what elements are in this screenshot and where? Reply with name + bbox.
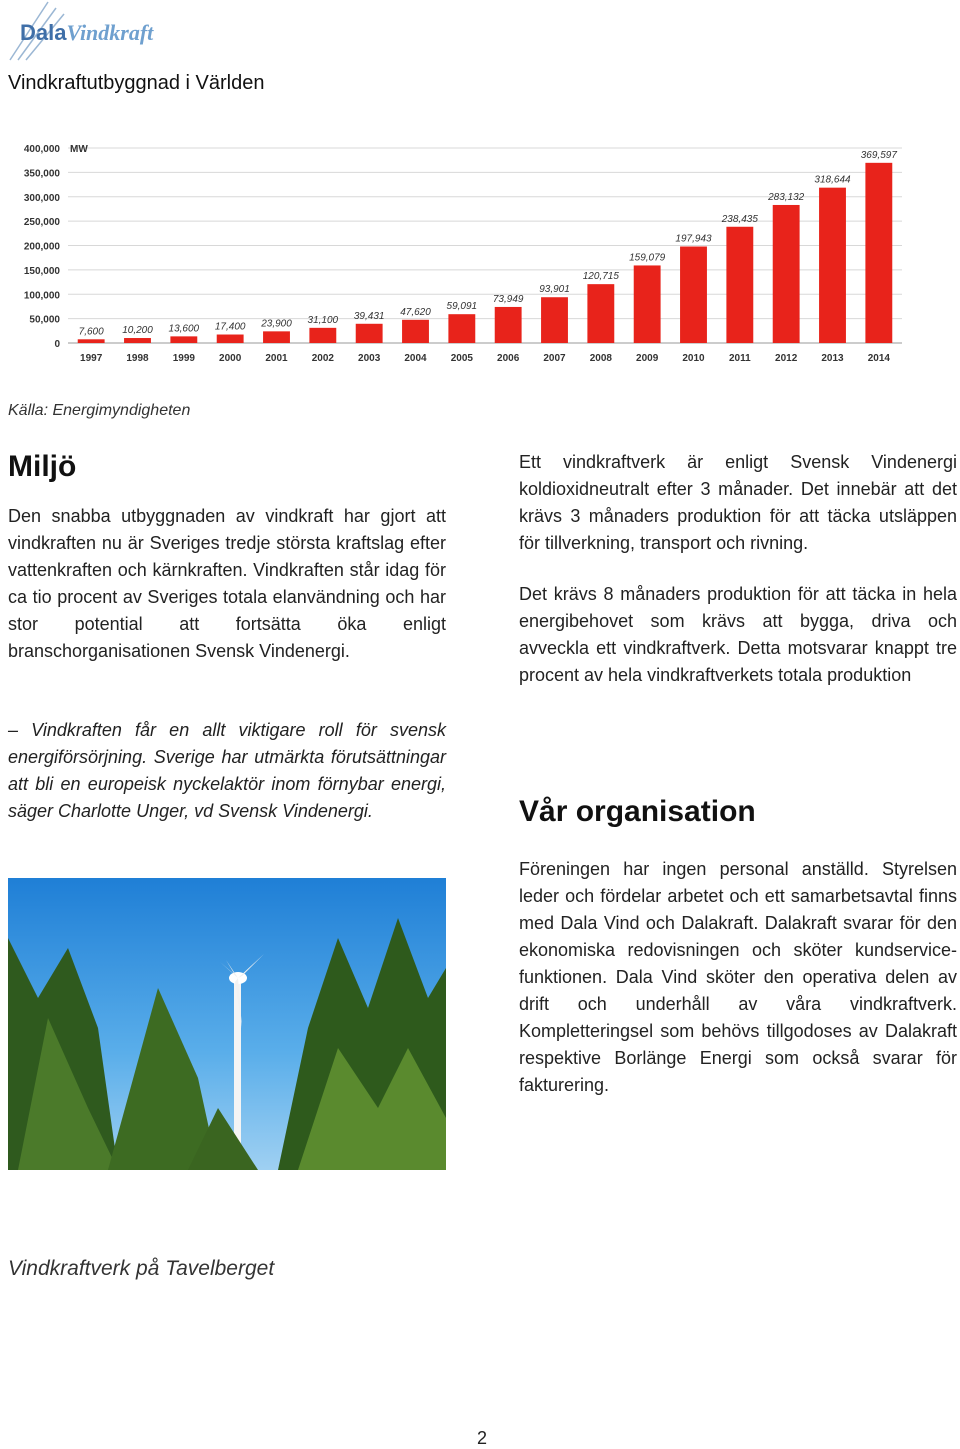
data-label: 31,100: [307, 314, 339, 326]
photo-caption: Vindkraftverk på Tavelberget: [8, 1257, 275, 1280]
bar: [356, 324, 383, 343]
paragraph-organisation: Föreningen har ingen personal anställd. Styrelsen leder och fördelar arbetet och ett samarbetsavtal finns med Dala Vind och Dalakraft. Dalakraft svarar för den ekonomiska redovisningen och sköter kundservice-funktionen. Dala Vind sköter den operativa delen av drift och underhåll av våra vindkraftverk. Kompletteringsel som behövs tillgodoses av Dalakraft respektive Borlänge Energi som också svarar för fakturering.: [519, 859, 957, 1095]
x-tick-label: 2011: [728, 353, 751, 364]
data-label: 39,431: [353, 310, 385, 322]
bar: [402, 320, 429, 343]
data-label: 7,600: [78, 326, 104, 338]
y-tick-label: 0: [54, 339, 60, 350]
bar: [448, 314, 475, 343]
y-tick-label: 100,000: [23, 290, 60, 302]
wind-turbine-photo: [8, 878, 446, 1170]
bar: [124, 338, 151, 343]
bar: [541, 297, 568, 343]
y-tick-label: 300,000: [23, 192, 60, 204]
bar: [170, 336, 197, 343]
data-label: 318,644: [814, 174, 851, 186]
x-tick-label: 1998: [126, 353, 149, 364]
logo-text-dala: Dala: [20, 20, 67, 45]
x-tick-label: 2006: [497, 353, 520, 364]
x-tick-label: 2003: [358, 353, 381, 364]
company-logo: [8, 0, 198, 62]
paragraph-energy: Det krävs 8 månaders produktion för att täcka in hela energibehovet som krävs att bygga, driva och avveckla ett vindkraftverk. Detta motsvarar knappt tre procent av hela vindkraftverkets totala produktion: [519, 584, 957, 685]
bar: [78, 339, 105, 343]
bar: [680, 247, 707, 343]
wind-capacity-bar-chart: [20, 130, 910, 375]
x-tick-label: 2007: [543, 353, 566, 364]
bar: [726, 227, 753, 343]
y-tick-label: 250,000: [23, 217, 60, 229]
paragraph-co2: Ett vindkraftverk är enligt Svensk Vindenergi koldioxidneutralt efter 3 månader. Det innebär att det krävs 3 månaders produktion för att täcka utsläppen för tillverkning, transport och rivning.: [519, 452, 957, 553]
heading-miljo: Miljö: [8, 450, 77, 483]
bar: [587, 284, 614, 343]
x-tick-label: 2014: [867, 353, 890, 364]
source-caption: Källa: Energimyndigheten: [8, 402, 191, 419]
data-label: 238,435: [721, 213, 758, 225]
bar: [495, 307, 522, 343]
bar: [819, 188, 846, 343]
bar: [309, 328, 336, 343]
data-label: 197,943: [675, 233, 712, 245]
logo-text-vindkraft: Vindkraft: [66, 20, 154, 45]
data-label: 10,200: [122, 325, 153, 337]
data-label: 47,620: [400, 306, 431, 318]
x-tick-label: 1999: [172, 353, 195, 364]
y-tick-label: 200,000: [23, 241, 60, 253]
data-label: 93,901: [539, 284, 570, 296]
x-tick-label: 2012: [775, 353, 798, 364]
data-label: 369,597: [860, 149, 897, 161]
data-label: 73,949: [492, 293, 524, 305]
x-tick-label: 1997: [80, 353, 103, 364]
y-tick-label: 350,000: [23, 168, 60, 180]
y-tick-label: 400,000: [23, 144, 60, 155]
x-tick-label: 2008: [589, 353, 612, 364]
data-label: 120,715: [582, 271, 619, 283]
paragraph-miljo: Den snabba utbyggnaden av vindkraft har gjort att vindkraften nu är Sveriges tredje största kraftslag efter vattenkraften och kärnkraften. Vindkraften står idag för ca tio procent av Sveriges totala elanvändning och har stor potential att fortsätta öka enligt branschorganisationen Svensk Vindenergi.: [8, 506, 446, 661]
data-label: 159,079: [629, 252, 666, 264]
x-tick-label: 2000: [219, 353, 242, 364]
heading-organisation: Vår organisation: [519, 795, 756, 828]
y-tick-label: 50,000: [29, 314, 60, 326]
x-tick-label: 2009: [636, 353, 659, 364]
x-tick-label: 2002: [311, 353, 334, 364]
y-tick-label: 150,000: [23, 265, 60, 277]
x-tick-label: 2001: [265, 353, 288, 364]
page-number: 2: [476, 1428, 487, 1448]
bar: [865, 163, 892, 343]
y-unit-label: MW: [70, 144, 88, 155]
data-label: 13,600: [168, 323, 200, 335]
data-label: 17,400: [214, 321, 246, 333]
data-label: 23,900: [261, 318, 292, 330]
bar: [263, 331, 290, 343]
x-tick-label: 2004: [404, 353, 427, 364]
data-label: 59,091: [446, 301, 478, 313]
bar: [634, 265, 661, 343]
quote-paragraph: – Vindkraften får en allt viktigare roll för svensk energiförsörjning. Sverige har utmärkta förutsättningar att bli en europeisk nyckelaktör inom förnybar energi, säger Charlotte Unger, vd Svensk Vindenergi.: [8, 720, 446, 821]
x-tick-label: 2005: [450, 353, 473, 364]
bar: [217, 335, 244, 343]
data-label: 283,132: [768, 191, 805, 203]
bar: [773, 205, 800, 343]
document-title: Vindkraftutbyggnad i Världen: [8, 72, 265, 94]
x-tick-label: 2010: [682, 353, 705, 364]
x-tick-label: 2013: [821, 353, 844, 364]
